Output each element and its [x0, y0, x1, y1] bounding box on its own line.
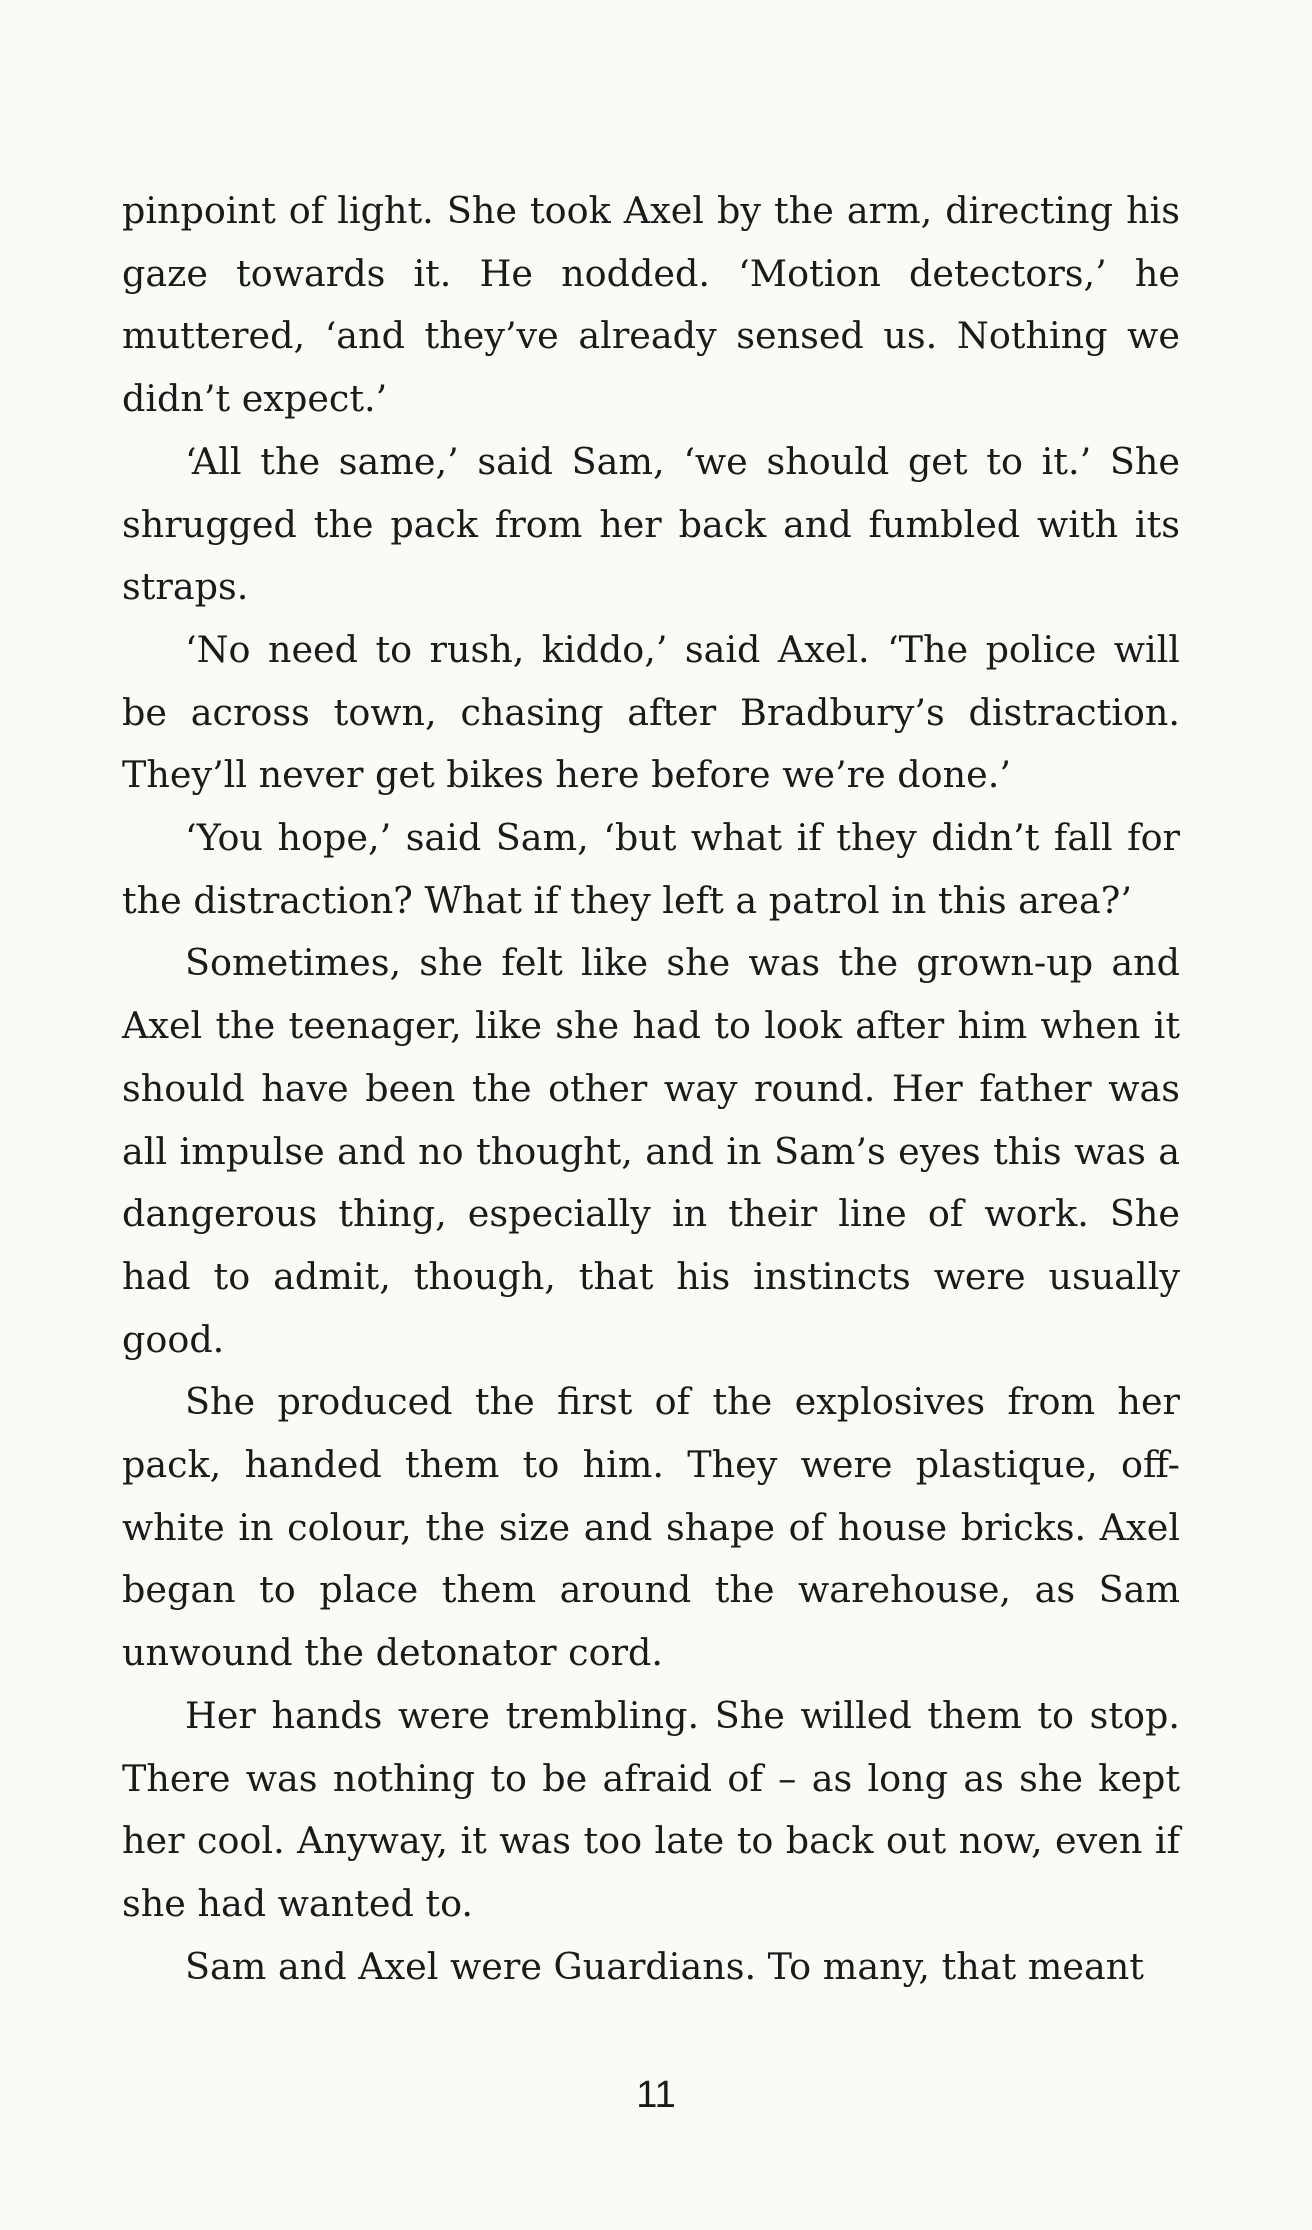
paragraph-3: ‘No need to rush, kiddo,’ said Axel. ‘The police will be across town, chasing after Bradbury’s distraction. They’ll never get bikes here before we’re done.’	[122, 627, 1180, 797]
paragraph-1: pinpoint of light. She took Axel by the arm, directing his gaze towards it. He nodded. ‘Motion detectors,’ he muttered, ‘and they’ve already sensed us. Nothing we didn’t expect.’	[122, 189, 1180, 421]
paragraph-5: Sometimes, she felt like she was the grown-up and Axel the teenager, like she had to look after him when it should have been the other way round. Her father was all impulse and no thought, and in Sam’s eyes this was a dangerous thing, especially in their line of work. She had to admit, though, that his instincts were usually good.	[122, 941, 1180, 1361]
paragraph-6: She produced the first of the explosives from her pack, handed them to him. They were plastique, off-white in colour, the size and shape of house bricks. Axel began to place them around the warehouse, as Sam unwound the detonator cord.	[122, 1380, 1180, 1675]
paragraph-7: Her hands were trembling. She willed them to stop. There was nothing to be afraid of – as long as she kept her cool. Anyway, it was too late to back out now, even if she had wanted to.	[122, 1693, 1180, 1925]
page-number: 11	[636, 2074, 676, 2116]
body-text	[122, 180, 1180, 1998]
paragraph-2: ‘All the same,’ said Sam, ‘we should get to it.’ She shrugged the pack from her back and fumbled with its straps.	[122, 439, 1180, 609]
paragraph-8: Sam and Axel were Guardians. To many, that meant	[185, 1944, 1144, 1988]
paragraph-4: ‘You hope,’ said Sam, ‘but what if they didn’t fall for the distraction? What if they left a patrol in this area?’	[122, 816, 1180, 922]
